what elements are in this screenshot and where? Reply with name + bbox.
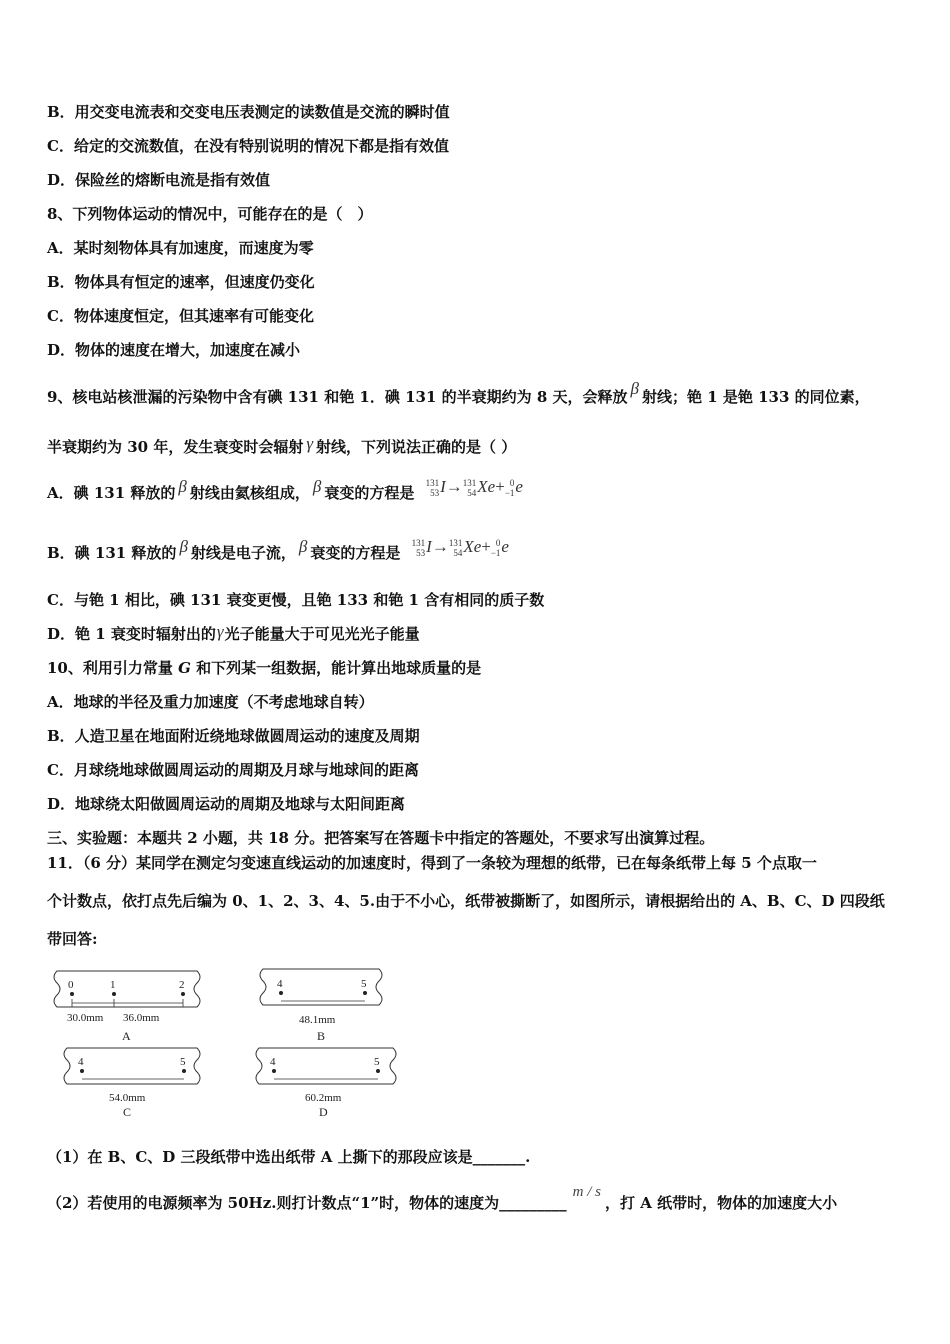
paper-tape-figure xyxy=(47,963,412,1123)
q10-option-b: B．人造卫星在地面附近绕地球做圆周运动的速度及周期 xyxy=(47,727,420,745)
tape-d-label-5: 5 xyxy=(374,1056,380,1068)
tape-c-name: C xyxy=(123,1105,132,1119)
option-d-line: D．保险丝的熔断电流是指有效值 xyxy=(47,171,271,189)
beta-symbol: β xyxy=(178,477,187,496)
tape-a-point-1 xyxy=(112,992,116,996)
paper-tape-diagram xyxy=(47,963,412,1123)
beta-symbol: β xyxy=(630,379,639,398)
tape-a-label-2: 2 xyxy=(179,979,185,991)
question-9-line1: 9、核电站核泄漏的污染物中含有碘 131 和铯 1．碘 131 的半衰期约为 8 天，会释放 β 射线；铯 1 是铯 133 的同位素， xyxy=(47,379,870,406)
tape-b-distance: 48.1mm xyxy=(299,1014,336,1026)
tape-a-name: A xyxy=(122,1029,131,1043)
part-1-question: （1）在 B、C、D 三段纸带中选出纸带 A 上撕下的那段应该是_______. xyxy=(47,1148,531,1166)
question-11-line2: 个计数点，依打点先后编为 0、1、2、3、4、5.由于不小心，纸带被撕断了，如图所示，请根据给出的 A、B、C、D 四段纸 xyxy=(47,892,885,910)
tape-c-label-5: 5 xyxy=(180,1056,186,1068)
gamma-symbol: γ xyxy=(306,434,314,453)
tape-d-name: D xyxy=(319,1105,328,1119)
q10-option-d: D．地球绕太阳做圆周运动的周期及地球与太阳间距离 xyxy=(47,795,406,813)
question-11-line1: 11．（6 分）某同学在测定匀变速直线运动的加速度时，得到了一条较为理想的纸带，已在每条纸带上每 5 个点取一 xyxy=(47,854,817,872)
beta-symbol: β xyxy=(298,537,308,556)
q8-option-a: A．某时刻物体具有加速度，而速度为零 xyxy=(47,239,314,257)
tape-c-label-4: 4 xyxy=(78,1056,84,1068)
tape-a-point-0 xyxy=(70,992,74,996)
q8-option-c: C．物体速度恒定，但其速率有可能变化 xyxy=(47,307,314,325)
q9-option-c: C．与铯 1 相比，碘 131 衰变更慢，且铯 133 和铯 1 含有相同的质子数 xyxy=(47,591,545,609)
tape-c-distance: 54.0mm xyxy=(109,1092,146,1104)
tape-b-name: B xyxy=(317,1029,326,1043)
tape-b-label-5: 5 xyxy=(361,978,367,990)
decay-equation: 131 53 I→ 131 54 Xe+ 0 −1 e xyxy=(425,477,523,499)
part-2-question: （2）若使用的电源频率为 50Hz.则打计数点“1”时，物体的速度为_________m / s，打 A 纸带时，物体的加速度大小 xyxy=(47,1184,838,1212)
beta-symbol: β xyxy=(312,477,322,496)
q9-option-d: D．铯 1 衰变时辐射出的γ光子能量大于可见光光子能量 xyxy=(47,622,420,643)
option-b-line: B．用交变电流表和交变电压表测定的读数值是交流的瞬时值 xyxy=(47,103,450,121)
question-11-line3: 带回答: xyxy=(47,930,98,948)
tape-c-point-5 xyxy=(182,1069,186,1073)
option-c-line: C．给定的交流数值，在没有特别说明的情况下都是指有效值 xyxy=(47,137,449,155)
q8-option-d: D．物体的速度在增大，加速度在减小 xyxy=(47,341,301,359)
beta-symbol: β xyxy=(179,537,188,556)
tape-b-point-4 xyxy=(279,991,283,995)
tape-b-label-4: 4 xyxy=(277,978,283,990)
q10-option-a: A．地球的半径及重力加速度（不考虑地球自转） xyxy=(47,693,374,711)
section-3-heading: 三、实验题：本题共 2 小题，共 18 分。把答案写在答题卡中指定的答题处，不要求写出演算过程。 xyxy=(47,829,715,847)
gamma-symbol: γ xyxy=(216,622,224,641)
q8-option-b: B．物体具有恒定的速率，但速度仍变化 xyxy=(47,273,315,291)
q10-option-c: C．月球绕地球做圆周运动的周期及月球与地球间的距离 xyxy=(47,761,419,779)
q9-option-b: B．碘 131 释放的 β 射线是电子流， β 衰变的方程是 131 53 I→ 131 54 Xe+ 0 −1 e xyxy=(47,537,509,562)
tape-d-point-5 xyxy=(376,1069,380,1073)
tape-a-label-1: 1 xyxy=(110,979,116,991)
tape-a-label-0: 0 xyxy=(68,979,74,991)
tape-b-point-5 xyxy=(363,991,367,995)
question-10: 10、利用引力常量 G 和下列某一组数据，能计算出地球质量的是 xyxy=(47,659,482,677)
tape-a-distance-1: 30.0mm xyxy=(67,1012,104,1024)
tape-d-point-4 xyxy=(272,1069,276,1073)
question-9-line2: 半衰期约为 30 年，发生衰变时会辐射 γ 射线，下列说法正确的是（ ） xyxy=(47,434,517,456)
decay-equation: 131 53 I→ 131 54 Xe+ 0 −1 e xyxy=(411,537,509,559)
tape-d-label-4: 4 xyxy=(270,1056,276,1068)
tape-c-point-4 xyxy=(80,1069,84,1073)
tape-d-distance: 60.2mm xyxy=(305,1092,342,1104)
q9-option-a: A．碘 131 释放的 β 射线由氦核组成， β 衰变的方程是 131 53 I→ 131 54 Xe+ 0 −1 e xyxy=(47,477,523,502)
tape-a-distance-2: 36.0mm xyxy=(123,1012,160,1024)
tape-a-point-2 xyxy=(181,992,185,996)
unit-m-per-s: m / s xyxy=(572,1184,601,1200)
question-8: 8、下列物体运动的情况中，可能存在的是（ ） xyxy=(47,205,373,223)
